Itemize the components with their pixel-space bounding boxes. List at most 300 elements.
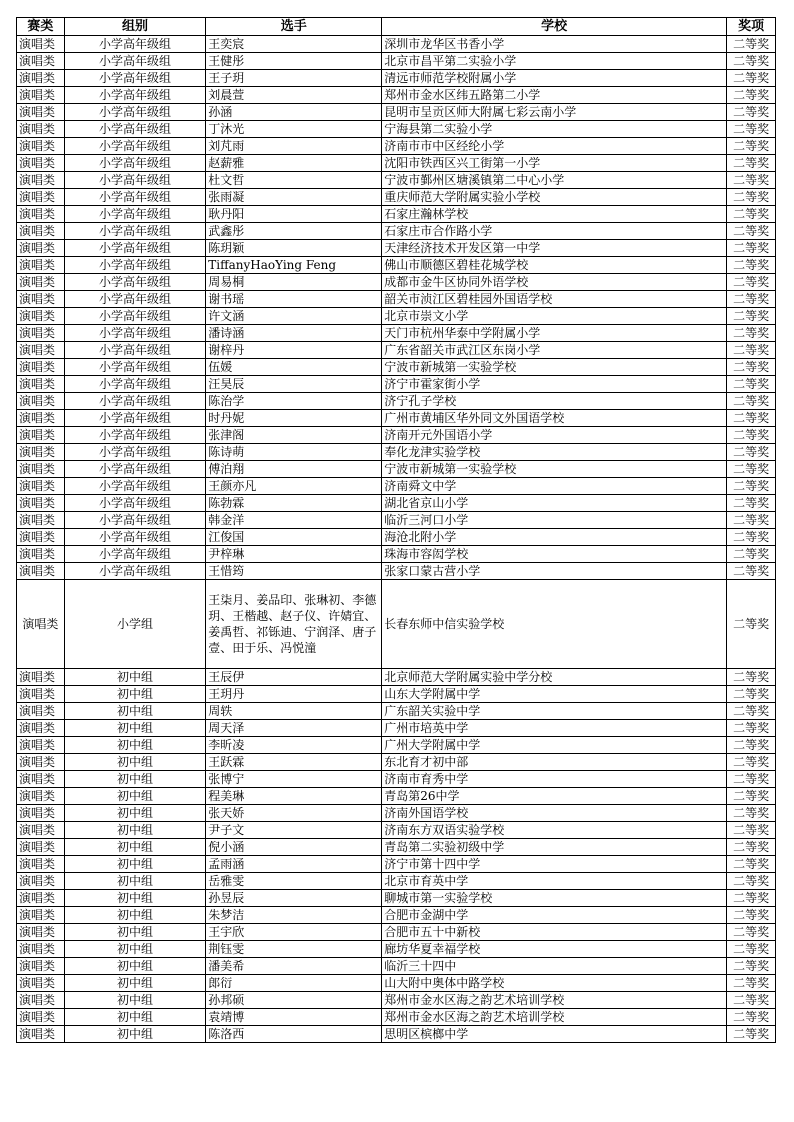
cell-award: 二等奖 [727,308,776,325]
table-row [17,444,776,461]
cell-player: 荆钰雯 [206,941,382,958]
cell-type: 演唱类 [17,546,65,563]
header-player: 选手 [206,18,382,36]
cell-group: 初中组 [64,805,205,822]
cell-type: 演唱类 [17,822,65,839]
cell-school: 清远市师范学校附属小学 [382,70,727,87]
table-row [17,1026,776,1043]
cell-group: 小学高年级组 [64,444,205,461]
cell-school: 宁海县第二实验小学 [382,121,727,138]
cell-school: 天门市杭州华泰中学附属小学 [382,325,727,342]
table-row [17,720,776,737]
cell-type: 演唱类 [17,1026,65,1043]
cell-player: 江俊国 [206,529,382,546]
cell-school: 郑州市金水区海之韵艺术培训学校 [382,1009,727,1026]
cell-school: 宁波市新城第一实验学校 [382,461,727,478]
cell-school: 济南东方双语实验学校 [382,822,727,839]
cell-type: 演唱类 [17,992,65,1009]
cell-award: 二等奖 [727,461,776,478]
cell-player: 汪昊辰 [206,376,382,393]
cell-type: 演唱类 [17,359,65,376]
table-row [17,737,776,754]
table-row [17,478,776,495]
cell-school: 奉化龙津实验学校 [382,444,727,461]
cell-player: 朱梦洁 [206,907,382,924]
cell-player: 王子玥 [206,70,382,87]
cell-school: 湖北省京山小学 [382,495,727,512]
cell-type: 演唱类 [17,53,65,70]
cell-award: 二等奖 [727,737,776,754]
cell-player: 张博宁 [206,771,382,788]
cell-school: 济南市市中区经纶小学 [382,138,727,155]
cell-school: 沈阳市铁西区兴工街第一小学 [382,155,727,172]
cell-school: 济南开元外国语小学 [382,427,727,444]
cell-school: 郑州市金水区海之韵艺术培训学校 [382,992,727,1009]
cell-group: 小学高年级组 [64,563,205,580]
table-row [17,104,776,121]
cell-group: 小学高年级组 [64,240,205,257]
cell-group: 小学高年级组 [64,104,205,121]
cell-group: 初中组 [64,703,205,720]
cell-group: 初中组 [64,958,205,975]
cell-school: 郑州市金水区纬五路第二小学 [382,87,727,104]
cell-group: 初中组 [64,856,205,873]
table-row [17,325,776,342]
cell-type: 演唱类 [17,669,65,686]
cell-award: 二等奖 [727,958,776,975]
cell-type: 演唱类 [17,410,65,427]
cell-school: 北京市崇文小学 [382,308,727,325]
cell-type: 演唱类 [17,478,65,495]
cell-type: 演唱类 [17,941,65,958]
cell-type: 演唱类 [17,291,65,308]
cell-award: 二等奖 [727,257,776,274]
cell-school: 天津经济技术开发区第一中学 [382,240,727,257]
cell-award: 二等奖 [727,771,776,788]
table-row [17,686,776,703]
cell-group: 初中组 [64,992,205,1009]
cell-group: 初中组 [64,737,205,754]
table-row [17,546,776,563]
cell-award: 二等奖 [727,754,776,771]
cell-school: 宁波市鄞州区塘溪镇第二中心小学 [382,172,727,189]
table-row [17,87,776,104]
cell-award: 二等奖 [727,359,776,376]
cell-player: 袁靖博 [206,1009,382,1026]
cell-player: TiffanyHaoYing Feng [206,257,382,274]
cell-school: 广州市培英中学 [382,720,727,737]
table-row [17,754,776,771]
cell-group: 初中组 [64,754,205,771]
cell-school: 石家庄市合作路小学 [382,223,727,240]
cell-group: 小学高年级组 [64,274,205,291]
table-row [17,410,776,427]
cell-award: 二等奖 [727,342,776,359]
cell-type: 演唱类 [17,172,65,189]
cell-school: 临沂三河口小学 [382,512,727,529]
cell-award: 二等奖 [727,138,776,155]
cell-player: 孟雨涵 [206,856,382,873]
cell-player: 尹子文 [206,822,382,839]
cell-award: 二等奖 [727,427,776,444]
table-row [17,53,776,70]
header-award: 奖项 [727,18,776,36]
cell-group: 小学高年级组 [64,257,205,274]
cell-school: 济宁市第十四中学 [382,856,727,873]
cell-player: 刘晨萱 [206,87,382,104]
cell-player: 王玥丹 [206,686,382,703]
cell-award: 二等奖 [727,941,776,958]
cell-type: 演唱类 [17,376,65,393]
cell-award: 二等奖 [727,53,776,70]
cell-player: 周天泽 [206,720,382,737]
cell-school: 北京师范大学附属实验中学分校 [382,669,727,686]
table-row [17,788,776,805]
cell-player: 岳雅雯 [206,873,382,890]
cell-school: 佛山市顺德区碧桂花城学校 [382,257,727,274]
cell-group: 初中组 [64,890,205,907]
table-row [17,308,776,325]
cell-award: 二等奖 [727,240,776,257]
cell-award: 二等奖 [727,529,776,546]
table-body [17,36,776,1043]
cell-type: 演唱类 [17,856,65,873]
cell-player: 刘芃雨 [206,138,382,155]
cell-group: 小学高年级组 [64,70,205,87]
cell-player: 郎衍 [206,975,382,992]
cell-type: 演唱类 [17,189,65,206]
cell-type: 演唱类 [17,444,65,461]
cell-type: 演唱类 [17,771,65,788]
table-row [17,223,776,240]
cell-school: 珠海市容闳学校 [382,546,727,563]
cell-award: 二等奖 [727,975,776,992]
cell-player: 张天娇 [206,805,382,822]
cell-award: 二等奖 [727,444,776,461]
cell-school: 山东大学附属中学 [382,686,727,703]
cell-school: 临沂三十四中 [382,958,727,975]
cell-award: 二等奖 [727,36,776,53]
cell-school: 张家口蒙古营小学 [382,563,727,580]
cell-award: 二等奖 [727,873,776,890]
cell-group: 小学高年级组 [64,121,205,138]
cell-award: 二等奖 [727,546,776,563]
cell-school: 济南外国语学校 [382,805,727,822]
cell-player: 周易桐 [206,274,382,291]
table-row [17,873,776,890]
cell-type: 演唱类 [17,563,65,580]
cell-award: 二等奖 [727,1026,776,1043]
cell-player: 李昕凌 [206,737,382,754]
cell-player: 孙昱辰 [206,890,382,907]
table-row [17,376,776,393]
cell-group: 小学组 [64,580,205,669]
table-row [17,138,776,155]
cell-type: 演唱类 [17,890,65,907]
cell-award: 二等奖 [727,223,776,240]
cell-type: 演唱类 [17,720,65,737]
cell-group: 初中组 [64,771,205,788]
cell-award: 二等奖 [727,70,776,87]
cell-award: 二等奖 [727,393,776,410]
cell-player: 许文涵 [206,308,382,325]
cell-player: 倪小涵 [206,839,382,856]
cell-award: 二等奖 [727,155,776,172]
table-row [17,257,776,274]
cell-type: 演唱类 [17,788,65,805]
header-row [17,18,776,36]
cell-group: 小学高年级组 [64,359,205,376]
cell-player: 孙涵 [206,104,382,121]
cell-school: 重庆师范大学附属实验小学校 [382,189,727,206]
cell-award: 二等奖 [727,822,776,839]
cell-player: 耿丹阳 [206,206,382,223]
table-row [17,839,776,856]
table-row [17,924,776,941]
table-row [17,172,776,189]
cell-type: 演唱类 [17,461,65,478]
cell-player: 丁沐光 [206,121,382,138]
cell-type: 演唱类 [17,342,65,359]
cell-player: 王宇欣 [206,924,382,941]
cell-group: 小学高年级组 [64,155,205,172]
cell-type: 演唱类 [17,427,65,444]
cell-school: 昆明市呈贡区师大附属七彩云南小学 [382,104,727,121]
cell-group: 小学高年级组 [64,342,205,359]
table-row [17,529,776,546]
cell-player: 傅泊翔 [206,461,382,478]
cell-type: 演唱类 [17,958,65,975]
cell-award: 二等奖 [727,325,776,342]
cell-award: 二等奖 [727,1009,776,1026]
cell-school: 青岛第26中学 [382,788,727,805]
cell-type: 演唱类 [17,138,65,155]
cell-type: 演唱类 [17,36,65,53]
cell-school: 青岛第二实验初级中学 [382,839,727,856]
cell-award: 二等奖 [727,189,776,206]
cell-type: 演唱类 [17,754,65,771]
cell-type: 演唱类 [17,223,65,240]
cell-type: 演唱类 [17,70,65,87]
table-row [17,121,776,138]
cell-player: 陈诗萌 [206,444,382,461]
cell-group: 小学高年级组 [64,410,205,427]
cell-award: 二等奖 [727,924,776,941]
cell-type: 演唱类 [17,121,65,138]
header-group: 组别 [64,18,205,36]
cell-group: 小学高年级组 [64,206,205,223]
cell-award: 二等奖 [727,890,776,907]
table-row [17,941,776,958]
table-row [17,274,776,291]
cell-group: 小学高年级组 [64,427,205,444]
cell-school: 聊城市第一实验学校 [382,890,727,907]
cell-group: 初中组 [64,686,205,703]
cell-group: 初中组 [64,873,205,890]
cell-school: 合肥市五十中新校 [382,924,727,941]
cell-group: 小学高年级组 [64,172,205,189]
cell-player: 潘美希 [206,958,382,975]
cell-award: 二等奖 [727,788,776,805]
table-row [17,907,776,924]
cell-player: 王颜亦凡 [206,478,382,495]
table-row [17,890,776,907]
cell-school: 济南舜文中学 [382,478,727,495]
cell-group: 小学高年级组 [64,495,205,512]
cell-player: 程美琳 [206,788,382,805]
cell-award: 二等奖 [727,839,776,856]
table-row [17,771,776,788]
cell-group: 小学高年级组 [64,53,205,70]
table-row [17,240,776,257]
cell-type: 演唱类 [17,737,65,754]
cell-group: 小学高年级组 [64,529,205,546]
cell-player: 谢梓丹 [206,342,382,359]
table-row [17,495,776,512]
header-school: 学校 [382,18,727,36]
cell-type: 演唱类 [17,308,65,325]
cell-award: 二等奖 [727,87,776,104]
cell-award: 二等奖 [727,992,776,1009]
cell-award: 二等奖 [727,856,776,873]
cell-award: 二等奖 [727,121,776,138]
table-row [17,992,776,1009]
cell-school: 广东省韶关市武江区东岗小学 [382,342,727,359]
cell-group: 初中组 [64,669,205,686]
cell-group: 初中组 [64,1026,205,1043]
cell-type: 演唱类 [17,393,65,410]
table-row [17,1009,776,1026]
cell-group: 初中组 [64,788,205,805]
table-row [17,393,776,410]
cell-type: 演唱类 [17,155,65,172]
cell-player: 伍媛 [206,359,382,376]
cell-award: 二等奖 [727,703,776,720]
cell-school: 济南市育秀中学 [382,771,727,788]
cell-school: 海沧北附小学 [382,529,727,546]
table-row [17,206,776,223]
table-row [17,958,776,975]
cell-award: 二等奖 [727,907,776,924]
cell-group: 初中组 [64,907,205,924]
cell-type: 演唱类 [17,686,65,703]
cell-school: 广州大学附属中学 [382,737,727,754]
cell-group: 小学高年级组 [64,546,205,563]
cell-school: 廊坊华夏幸福学校 [382,941,727,958]
cell-type: 演唱类 [17,512,65,529]
table-row [17,342,776,359]
table-row [17,975,776,992]
cell-player: 王柒月、姜品印、张琳初、李德玥、王楷越、赵子仪、许婧宜、姜禹哲、祁铄迪、宁润泽、唐子壹、田于乐、冯悦潼 [206,580,382,669]
table-row [17,856,776,873]
cell-player: 陈治学 [206,393,382,410]
table-row [17,155,776,172]
cell-group: 初中组 [64,941,205,958]
cell-type: 演唱类 [17,924,65,941]
cell-award: 二等奖 [727,495,776,512]
cell-player: 陈洛西 [206,1026,382,1043]
cell-group: 小学高年级组 [64,393,205,410]
cell-school: 北京市昌平第二实验小学 [382,53,727,70]
cell-school: 济宁市霍家街小学 [382,376,727,393]
table-row [17,189,776,206]
awards-table [16,17,776,1043]
cell-award: 二等奖 [727,669,776,686]
cell-type: 演唱类 [17,907,65,924]
cell-group: 小学高年级组 [64,461,205,478]
cell-type: 演唱类 [17,87,65,104]
cell-player: 张津阁 [206,427,382,444]
cell-player: 谢书瑶 [206,291,382,308]
cell-school: 思明区槟榔中学 [382,1026,727,1043]
cell-type: 演唱类 [17,104,65,121]
header-type: 赛类 [17,18,65,36]
cell-player: 王奕宸 [206,36,382,53]
cell-group: 小学高年级组 [64,325,205,342]
cell-type: 演唱类 [17,805,65,822]
cell-type: 演唱类 [17,325,65,342]
table-row [17,703,776,720]
cell-group: 初中组 [64,1009,205,1026]
cell-award: 二等奖 [727,206,776,223]
cell-school: 合肥市金湖中学 [382,907,727,924]
cell-group: 小学高年级组 [64,376,205,393]
cell-type: 演唱类 [17,703,65,720]
cell-player: 时丹妮 [206,410,382,427]
cell-type: 演唱类 [17,873,65,890]
table-row [17,461,776,478]
cell-type: 演唱类 [17,495,65,512]
cell-player: 孙邦硕 [206,992,382,1009]
cell-player: 武鑫彤 [206,223,382,240]
cell-player: 陈勃霖 [206,495,382,512]
cell-award: 二等奖 [727,410,776,427]
cell-type: 演唱类 [17,206,65,223]
cell-award: 二等奖 [727,478,776,495]
cell-school: 广州市黄埔区华外同文外国语学校 [382,410,727,427]
cell-group: 初中组 [64,839,205,856]
cell-award: 二等奖 [727,805,776,822]
cell-award: 二等奖 [727,274,776,291]
cell-type: 演唱类 [17,240,65,257]
cell-type: 演唱类 [17,580,65,669]
cell-type: 演唱类 [17,839,65,856]
cell-school: 深圳市龙华区书香小学 [382,36,727,53]
table-row [17,36,776,53]
cell-player: 周轶 [206,703,382,720]
table-row [17,70,776,87]
cell-school: 成都市金牛区协同外语学校 [382,274,727,291]
cell-group: 小学高年级组 [64,478,205,495]
cell-type: 演唱类 [17,257,65,274]
cell-award: 二等奖 [727,376,776,393]
cell-award: 二等奖 [727,563,776,580]
cell-group: 小学高年级组 [64,87,205,104]
cell-player: 王惜筠 [206,563,382,580]
cell-group: 小学高年级组 [64,308,205,325]
cell-award: 二等奖 [727,720,776,737]
table-row [17,580,776,669]
table-row [17,822,776,839]
cell-group: 初中组 [64,822,205,839]
table-row [17,805,776,822]
cell-group: 小学高年级组 [64,223,205,240]
table-row [17,359,776,376]
cell-group: 初中组 [64,924,205,941]
cell-group: 小学高年级组 [64,189,205,206]
cell-player: 杜文哲 [206,172,382,189]
cell-group: 初中组 [64,975,205,992]
